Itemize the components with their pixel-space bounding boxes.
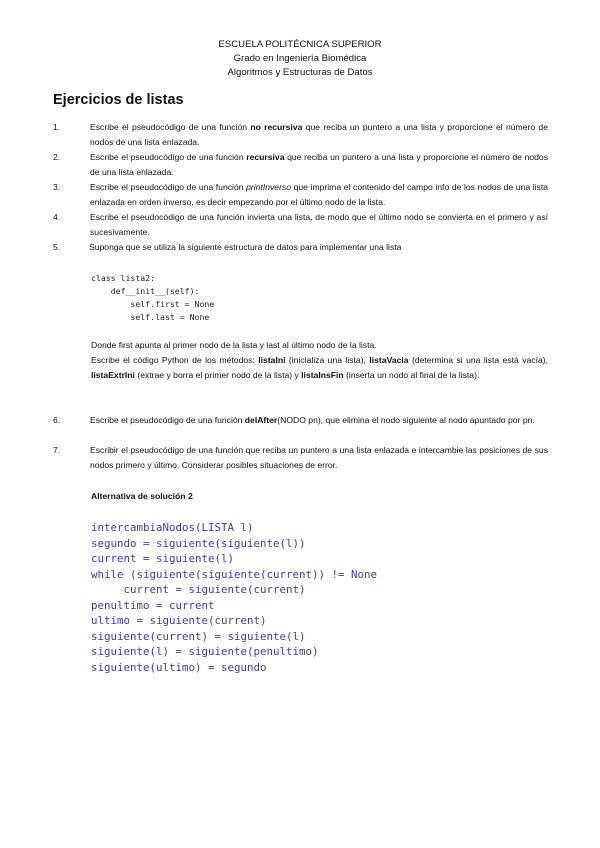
paragraph-text: (extrae y borra el primer nodo de la lista) y xyxy=(134,369,302,380)
code-line: current = siguiente(current) xyxy=(91,583,306,596)
solution-subtitle: Alternativa de solución 2 xyxy=(91,491,193,501)
code-line: penultimo = current xyxy=(91,598,215,612)
exercise-text: Escribe el pseudocódigo de una función xyxy=(90,122,251,132)
exercise-number: 4. xyxy=(53,212,61,222)
exercise-text: que reciba un puntero a una lista y proporcione el número de nodos de una lista enlazada. xyxy=(90,152,548,177)
exercise-text: Suponga que se utiliza la siguiente estructura de datos para implementar una lista xyxy=(89,242,402,252)
code-line: while (siguiente(siguiente(current)) != None xyxy=(91,567,378,581)
solution-code-block xyxy=(91,520,377,675)
exercise-1 xyxy=(53,120,548,149)
exercise-7 xyxy=(53,443,548,472)
exercise-number: 7. xyxy=(53,445,61,455)
code-line: siguiente(current) = siguiente(l) xyxy=(91,629,306,643)
method-name: listaExtrIni xyxy=(91,369,135,380)
paragraph-methods xyxy=(91,353,548,382)
exercise-3 xyxy=(53,180,548,209)
code-line: ultimo = siguiente(current) xyxy=(91,614,267,627)
method-name: listaIni xyxy=(258,355,286,365)
exercise-5 xyxy=(53,240,548,255)
exercise-4 xyxy=(53,210,548,239)
exercise-6 xyxy=(53,413,548,428)
school-name: ESCUELA POLITÉCNICA SUPERIOR xyxy=(218,39,382,50)
code-line: siguiente(l) = siguiente(penultimo) xyxy=(91,645,319,658)
code-line: siguiente(ultimo) = segundo xyxy=(91,660,267,674)
code-line: self.first = None xyxy=(91,299,215,310)
exercise-text: Escribe el pseudocódigo de una función xyxy=(90,152,247,162)
code-line: intercambiaNodos(LISTA l) xyxy=(91,521,254,534)
exercise-text: Escribe el pseudocódigo de una función xyxy=(90,182,247,192)
class-code-block xyxy=(91,272,214,324)
exercise-keyword: no recursiva xyxy=(250,122,303,132)
course-name: Algoritmos y Estructuras de Datos xyxy=(227,67,373,78)
exercise-text: que imprima el contenido del campo info de los nodos de una lista enlazada en orden inverso, es decir empezando por el último nodo de la lista. xyxy=(90,182,548,207)
method-name: listaInsFin xyxy=(301,369,344,380)
exercise-text: Escribe el pseudocódigo de una función xyxy=(90,415,245,425)
exercise-keyword: delAfter xyxy=(244,415,278,425)
code-line: def__init__(self): xyxy=(91,286,200,297)
paragraph-text: (inicializa una lista), xyxy=(285,355,370,365)
method-name: listaVacia xyxy=(369,355,409,365)
exercise-2 xyxy=(53,150,548,179)
paragraph-first-last: Donde first apunta al primer nodo de la lista y last al último nodo de la lista. xyxy=(91,340,377,350)
exercise-text: Escribe el pseudocódigo de una función invierta una lista, de modo que el último nodo se convierta en el primero y así sucesivamente. xyxy=(90,212,548,237)
exercise-keyword: printInverso xyxy=(246,182,292,192)
exercise-number: 5. xyxy=(53,242,61,252)
code-line: class lista2: xyxy=(91,273,156,283)
document-header xyxy=(0,38,600,80)
code-line: segundo = siguiente(siguiente(l)) xyxy=(91,536,306,550)
exercise-text: (NODO pn), que elimina el nodo siguiente al nodo apuntado por pn. xyxy=(277,415,535,425)
exercise-text: que reciba un puntero a una lista y proporcione el número de nodos de una lista enlazada. xyxy=(90,122,548,147)
code-line: self.last = None xyxy=(91,312,210,323)
exercise-number: 3. xyxy=(53,182,61,192)
paragraph-text: (inserta un nodo al final de la lista). xyxy=(343,369,480,380)
exercise-text: Escribir el pseudocódigo de una función que reciba un puntero a una lista enlazada e intercambie las posiciones de sus nodos primero y último. Considerar posibles situaciones de error. xyxy=(90,445,548,470)
page-title: Ejercicios de listas xyxy=(53,92,184,108)
exercise-number: 1. xyxy=(53,122,61,132)
degree-name: Grado en Ingeniería Biomédica xyxy=(233,53,367,64)
exercise-number: 6. xyxy=(53,415,61,425)
exercise-number: 2. xyxy=(53,152,61,162)
paragraph-text: (determina si una lista está vacía), xyxy=(408,355,549,365)
exercise-keyword: recursiva xyxy=(246,152,285,162)
paragraph-text: Escribe el código Python de los métodos: xyxy=(91,355,259,365)
code-line: current = siguiente(l) xyxy=(91,552,235,565)
